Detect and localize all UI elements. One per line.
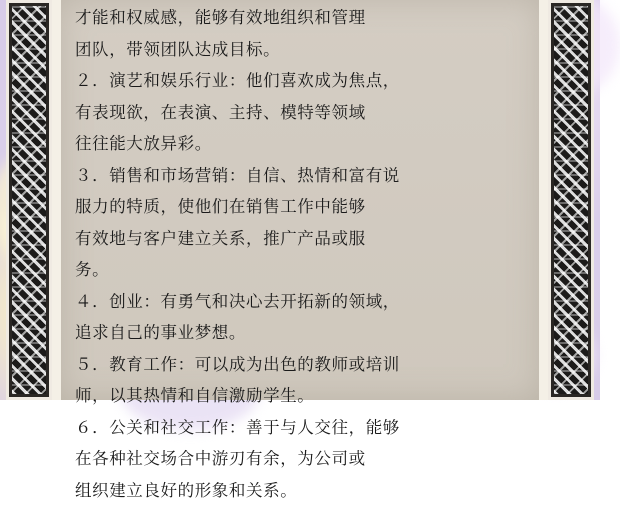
text-line: 在各种社交场合中游刃有余，为公司或: [75, 443, 525, 475]
text-line: 师，以其热情和自信激励学生。: [75, 380, 525, 412]
text-line: 务。: [75, 254, 525, 286]
text-line: 服力的特质，使他们在销售工作中能够: [75, 191, 525, 223]
text-line: 有表现欲，在表演、主持、模特等领域: [75, 97, 525, 129]
text-line: 组织建立良好的形象和关系。: [75, 475, 525, 506]
decorative-frame-left: [6, 0, 52, 400]
text-line: 往往能大放异彩。: [75, 128, 525, 160]
text-line: ５．教育工作：可以成为出色的教师或培训: [75, 349, 525, 381]
text-line: ２．演艺和娱乐行业：他们喜欢成为焦点，: [75, 65, 525, 97]
text-line: 团队，带领团队达成目标。: [75, 34, 525, 66]
document-body: [75, 0, 525, 506]
text-line: 有效地与客户建立关系，推广产品或服: [75, 223, 525, 255]
decorative-frame-right: [548, 0, 594, 400]
text-line: ３．销售和市场营销：自信、热情和富有说: [75, 160, 525, 192]
text-line: ４．创业：有勇气和决心去开拓新的领域，: [75, 286, 525, 318]
text-line: 追求自己的事业梦想。: [75, 317, 525, 349]
frame-inner-edge-left: [52, 0, 61, 400]
text-panel: [61, 0, 539, 400]
text-line: ６．公关和社交工作：善于与人交往，能够: [75, 412, 525, 444]
frame-inner-edge-right: [539, 0, 548, 400]
text-line: 才能和权威感，能够有效地组织和管理: [75, 2, 525, 34]
